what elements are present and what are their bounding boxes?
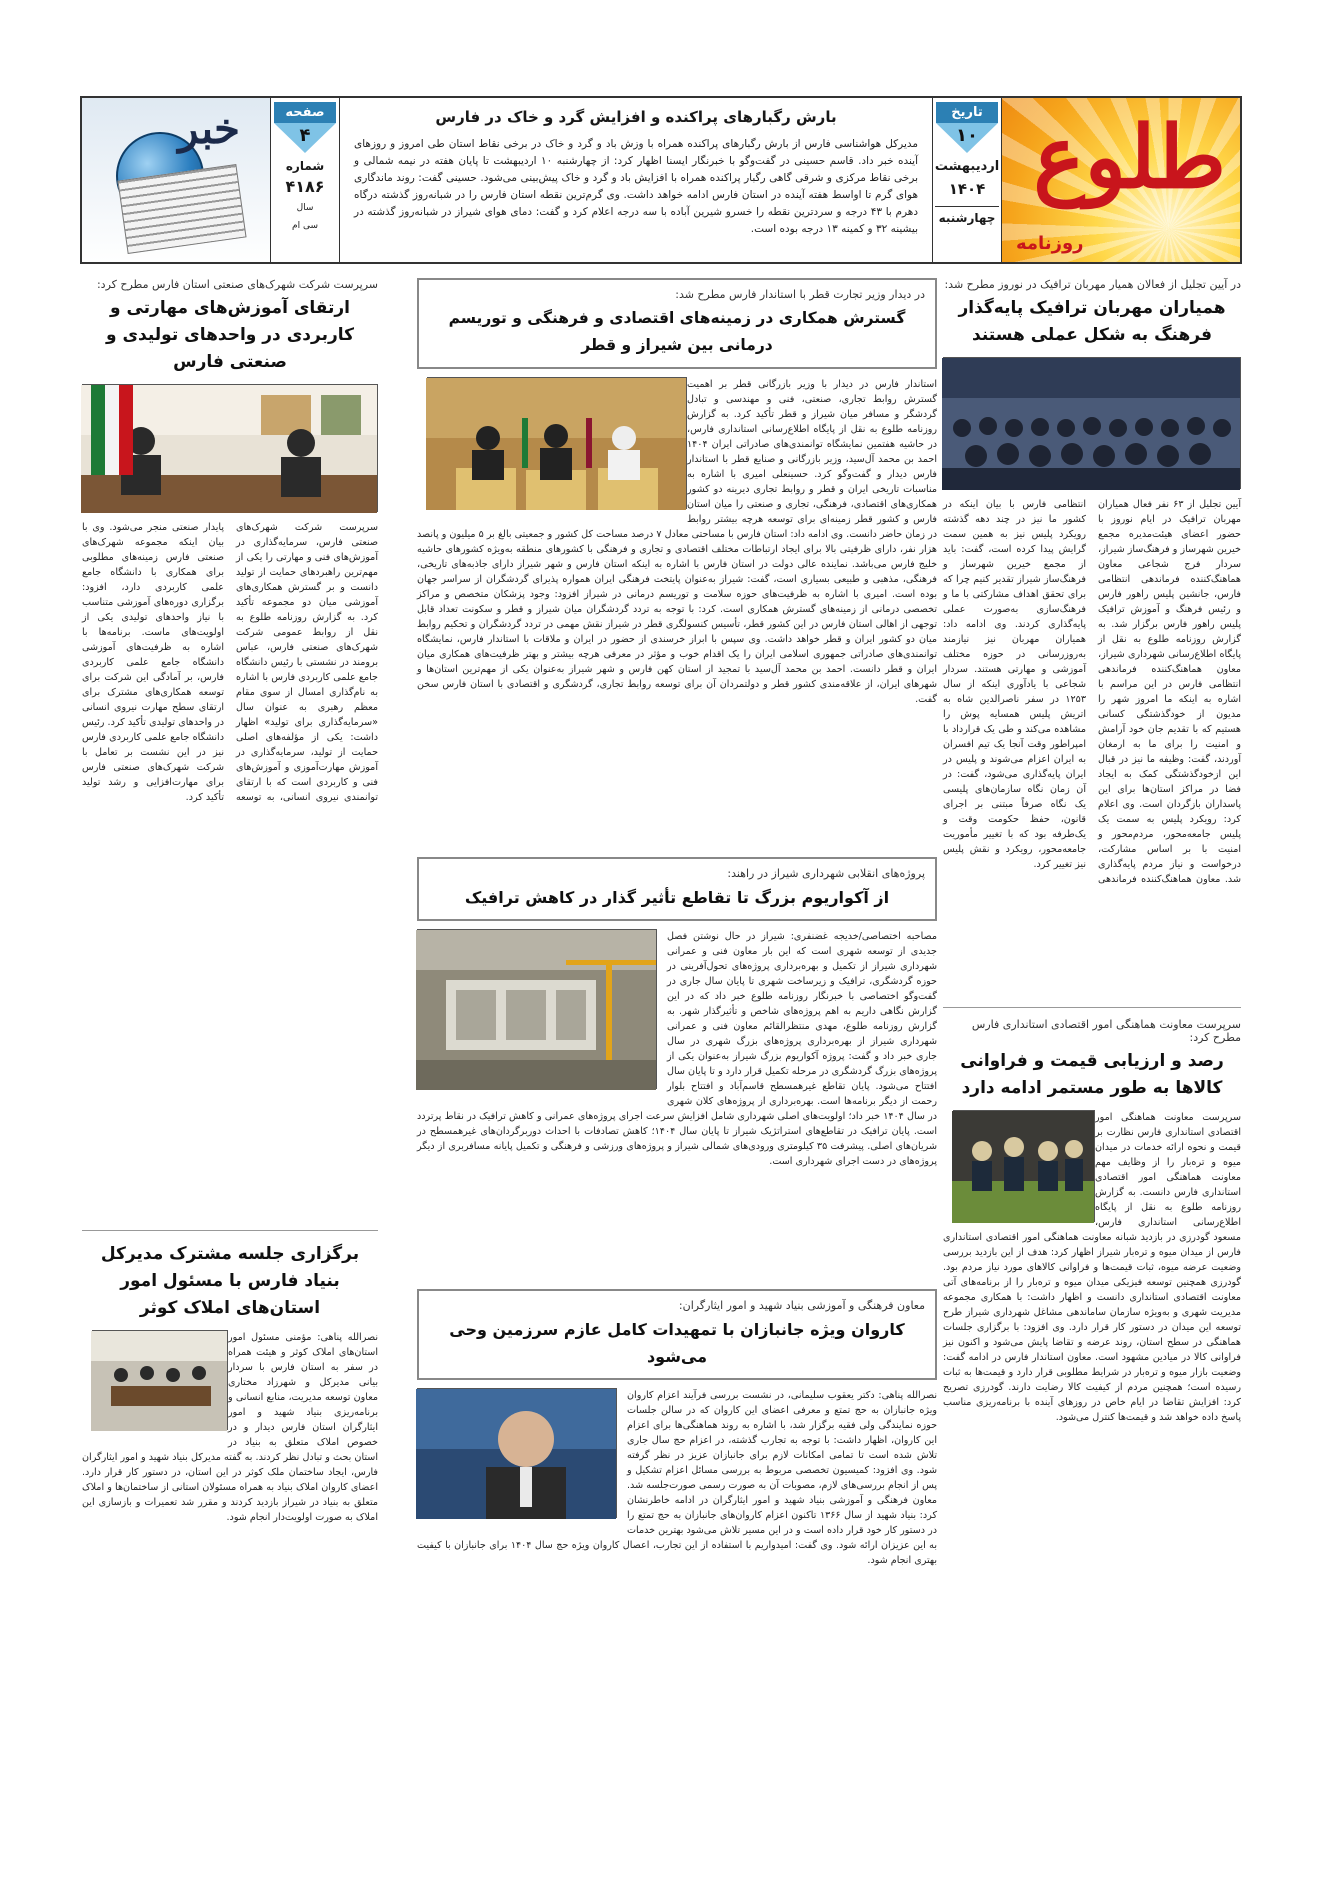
article-headline: کاروان ویژه جانبازان با تمهیدات کامل عازم سرزمین وحی می‌شود: [449, 1320, 905, 1366]
logo-wordmark: طلوع: [1033, 107, 1226, 208]
article-headline: از آکواریوم بزرگ تا تقاطع تأثیر گذار در کاهش ترافیک: [464, 888, 890, 907]
date-year: ۱۴۰۴: [948, 180, 986, 198]
article-photo: [82, 384, 378, 512]
audience-photo: [942, 358, 1240, 490]
meeting-photo: [426, 378, 686, 510]
article-body: مصاحبه اختصاصی/خدیجه غضنفری: شیراز در حال نوشتن فصل جدیدی از توسعه شهری است که این بار معاون فنی و عمرانی شهرداری شیراز از تکمیل و بهره‌برداری پروژه‌های تحول‌آفرینی در حوزه گردشگری، ترافیک و زیرساخت شهری تا پایان سال جاری در گفت‌وگو اختصاصی با خبرنگار روزنامه طلوع خبر داد که در این گزارش نگاهی داریم به اهم پروژه‌های شاخص و تأثیرگذار شهر. به گزارش روزنامه طلوع، مهدی منتظرالقائم معاون فنی و عمرانی شهرداری شیراز از بهره‌برداری پروژه‌های بزرگ شهری در سال جاری خبر داد و گفت: پروژه آکواریوم بزرگ شیراز به‌عنوان یکی از پروژه‌های بزرگ گردشگری در مرحله تکمیل قرار دارد و تا پایان سال افتتاح می‌شود. پایان تقاطع غیرهمسطح قاسم‌آباد و افتتاح بلوار رحمت از دیگر برنامه‌ها است. بهره‌برداری از پروژه‌های کلان شهری در سال ۱۴۰۴ خبر داد؛ اولویت‌های اصلی شهرداری شامل افزایش سرعت اجرای پروژه‌های عمرانی و کاهش ترافیک در نقاط پرتردد است. پایان ترافیک در تقاطع‌های استراتژیک شیراز تا پایان سال ۱۴۰۴؛ کاهش تصادفات با احداث دوربرگردان‌های غیرهمسطح در شریان‌های اصلی. پیشرفت ۳۵ کیلومتری ورودی‌های شمالی شیراز و پروژه‌های ورزشی و فرهنگی و تکمیل پایانه مسافربری از دیگر پروژه‌های در دست اجرای شهرداری است.: [417, 931, 937, 1167]
article-kicker: سرپرست معاونت هماهنگی امور اقتصادی استانداری فارس مطرح کرد:: [971, 1018, 1241, 1044]
year-label: سال: [296, 203, 314, 213]
article-photo: [417, 929, 657, 1089]
page-number-badge: [274, 123, 336, 153]
masthead-lead-article: [340, 98, 932, 262]
article-headline: گسترش همکاری در زمینه‌های اقتصادی و فرهنگی و توریسم درمانی بین شیراز و قطر: [448, 309, 906, 354]
article-photo: [92, 1330, 228, 1430]
article-kicker: معاون فرهنگی و آموزشی بنیاد شهید و امور ایثارگران:: [678, 1299, 925, 1312]
date-month: اردیبهشت: [934, 159, 1000, 174]
market-visit-photo: [952, 1111, 1094, 1223]
year-value: سی ام: [292, 221, 318, 231]
article-headline: همیاران مهربان ترافیک پایه‌گذار فرهنگ به شکل عملی هستند: [958, 298, 1226, 345]
article-headline: ارتقای آموزش‌های مهارتی و کاربردی در واحدهای تولیدی و صنعتی فارس: [105, 298, 355, 372]
article-body: نصرالله پناهی: مؤمنی مسئول امور استان‌های املاک کوثر و هیئت همراه در سفر به استان فارس با سردار بیانی مدیرکل و شهرزاد مختاری معاون توسعه مدیریت، منابع انسانی و برنامه‌ریزی بنیاد شهید و امور ایثارگران استان فارس دیدار و در خصوص املاک متعلق به بنیاد در استان بحث و تبادل نظر کردند. به گفته مدیرکل بنیاد شهید و امور ایثارگران فارس، ایجاد ساختمان ملک کوثر در این استان، در دستور کار قرار دارد. اعضای کاروان املاک بنیاد به همراه مسئولان استانی از ساختمان‌ها و املاک متعلق به بنیاد در شیراز بازدید کردند و مقرر شد تعمیرات و بازسازی این املاک به صورت اولویت‌دار انجام شود.: [82, 1332, 378, 1523]
article-kicker: در آیین تجلیل از فعالان همیار مهربان ترافیک در نوروز مطرح شد:: [944, 278, 1241, 291]
article-kicker: در دیدار وزیر تجارت قطر با استاندار فارس مطرح شد:: [675, 288, 925, 301]
page-label: صفحه: [274, 102, 336, 123]
issue-label: شماره: [285, 159, 325, 173]
newspaper-logo: [1002, 98, 1240, 262]
article-body: استاندار فارس در دیدار با وزیر بازرگانی قطر بر اهمیت گسترش روابط تجاری، صنعتی، فنی و مهندسی و تبادل گردشگر و مسافر میان شیراز و قطر تأکید کرد. به گزارش روزنامه طلوع به نقل از پایگاه اطلاع‌رسانی استانداری فارس، در حاشیه هفتمین نمایشگاه توانمندی‌های صادراتی ایران ۱۴۰۴ احمد بن محمد آل‌سید، وزیر بازرگانی و صنایع قطر با استاندار فارس دیدار و گفت‌وگو کرد. حسینعلی امیری با اشاره به مناسبات تاریخی ایران و قطر و روابط تجاری دیرینه دو کشور همکاری‌های اقتصادی، فرهنگی، تجاری و صنعتی را میان استان فارس و کشور قطر زمینه‌ای برای توسعه هرچه بیشتر روابط در زمان حاضر دانست. وی ادامه داد: استان فارس با مساحتی معادل ۷ درصد مساحت کل کشور و جمعیتی بالغ بر ۵ میلیون و پانصد هزار نفر، دارای ظرفیتی بالا برای ایجاد ارتباطات مختلف اقتصادی و تجاری و فرهنگی با کشورهای منطقه به‌ویژه کشورهای حاشیه خلیج فارس می‌باشد. نماینده عالی دولت در استان فارس با اشاره به اینکه استان فارس و شهر شیراز دارای جاذبه‌های تاریخی، فرهنگی، مذهبی و طبیعی بسیاری است، گفت: شیراز به‌عنوان پایتخت فرهنگی ایران همواره پذیرای گردشگران از سراسر جهان بوده است. امیری با اشاره به ظرفیت‌های حوزه سلامت و توریسم درمانی در شیراز افزود: وجود پزشکان متخصص و مراکز تخصصی درمانی از زمینه‌های گسترش همکاری است. کرد: با توجه به تردد گردشگران میان شیراز و قطر و سکونت تعداد قابل توجهی از اهالی استان فارس در این کشور قطر، تأسیس کنسولگری قطر در شیراز نقش مهمی در تردد گردشگران و تحکیم روابط میان دو کشور ایران و قطر خواهد داشت. وی سپس با ابراز خرسندی از حضور در ایران و ملاقات با استاندار فارس، نمایشگاه توانمندی‌های صادراتی جمهوری اسلامی ایران را یک اقدام خوب و مؤثر در معرفی هرچه بیشتر و بهتر ظرفیت‌های همکاری میان ایران و قطر دانست. احمد بن محمد آل‌سید با تمجید از استان کهن فارس و شهر شیراز به‌عنوان یکی از مهم‌ترین استان‌ها و شهرهای ایران، از علاقه‌مندی کشور قطر و دولتمردان آن برای توسعه روابط تجاری، گردشگری و اقتصادی با استان فارس سخن گفت.: [417, 379, 937, 705]
news-illustration: [82, 98, 270, 262]
date-column: [932, 98, 1002, 262]
newspaper-icon: [117, 164, 246, 254]
headline-box: [417, 857, 937, 921]
date-label: تاریخ: [936, 102, 998, 123]
lead-article-body: مدیرکل هواشناسی فارس از بارش رگبارهای پراکنده همراه با وزش باد و گرد و خاک در برخی نقاط استان طی امروز و روزهای آینده خبر داد. قاسم حسینی در گفت‌وگو با خبرنگار ایسنا اظهار کرد: از چهارشنبه ۱۰ اردیبهشت تا پایان هفته در نیمه شمالی و برخی نقاط مرکزی و شرقی گاهی رگبار پراکنده همراه با افزایش باد و گرد و خاک پیش‌بینی می‌شود. حسینی گفت: روند ماندگاری هوای گرم تا اواسط هفته آینده در استان فارس ادامه خواهد داشت. وی گرم‌ترین نقطه استان فارس را در شبانه‌روز گذشته درگاه دهرم با ۴۳ درجه و سردترین نقطه را خسرو شیرین آباده با سه درجه اعلام کرد و گفت: دمای هوای شیراز در شبانه‌روز گذشته در بیشینه ۳۲ و کمینه ۱۳ درجه بوده است.: [354, 138, 918, 235]
construction-site-photo: [416, 930, 656, 1090]
date-day-badge: [936, 123, 998, 153]
article-photo: [943, 357, 1241, 489]
article-body: سرپرست شرکت شهرک‌های صنعتی فارس، سرمایه‌گذاری در آموزش‌های فنی و مهارتی را یکی از مهم‌ترین راهبردهای حمایت از تولید دانست و بر گسترش همکاری‌های آموزشی میان دو مجموعه تأکید کرد. به گزارش روزنامه طلوع به نقل از روابط عمومی شرکت شهرک‌های صنعتی فارس، عباس برومند در نشستی با رئیس دانشگاه جامع علمی کاربردی فارس با اشاره به نام‌گذاری امسال از سوی مقام معظم رهبری به عنوان سال «سرمایه‌گذاری برای تولید» اظهار داشت: یکی از مؤلفه‌های اصلی حمایت از تولید، سرمایه‌گذاری در آموزش مهارت‌آموزی و آموزش‌های فنی و کاربردی است که با ارتقای توانمندی نیروی انسانی، به توسعه پایدار صنعتی منجر می‌شود. وی با بیان اینکه مجموعه شهرک‌های صنعتی فارس زمینه‌های مطلوبی برای همکاری با دانشگاه جامع علمی کاربردی دارد، افزود: برگزاری دوره‌های آموزشی متناسب با نیاز واحدهای تولیدی یکی از اولویت‌های ماست. برنامه‌ها با اشاره به ظرفیت‌های آموزشی دانشگاه جامع علمی کاربردی فارس، بر آمادگی این شرکت برای توسعه همکاری‌های مشترک برای ارتقای سطح مهارت نیروی انسانی در واحدهای تولیدی تأکید کرد. رئیس دانشگاه جامع علمی کاربردی فارس نیز در این نشست بر تعامل با شرکت شهرک‌های صنعتی فارس برای مهارت‌افزایی و رشد تولید تأکید کرد.: [82, 522, 378, 803]
logo-subtitle: روزنامه: [1016, 233, 1084, 254]
news-box-word: خبر: [178, 104, 240, 153]
article-photo: [953, 1110, 1095, 1222]
page-number: ۴: [299, 125, 311, 146]
issue-number: ۴۱۸۶: [285, 177, 325, 196]
left-column: [82, 278, 378, 1850]
date-day-number: ۱۰: [956, 125, 978, 146]
article-kicker: سرپرست شرکت شهرک‌های صنعتی استان فارس مطرح کرد:: [96, 278, 378, 291]
article-headline: برگزاری جلسه مشترک مدیرکل بنیاد فارس با مسئول امور استان‌های املاک کوثر: [100, 1244, 360, 1318]
article-body: نصرالله پناهی: دکتر یعقوب سلیمانی، در نشست بررسی فرآیند اعزام کاروان ویژه جانبازان به حج تمتع و معرفی اعضای این کاروان که در سالن جلسات حوزه نمایندگی ولی فقیه برگزار شد، با اشاره به روند هماهنگی‌ها برای اعزام این کاروان، اظهار داشت: با توجه به تجارب گذشته، در اعزام حج سال جاری تلاش شده است تا تمامی امکانات لازم برای جانبازان عزیز در نظر گرفته شود. وی افزود: کمیسیون تخصصی مربوط به بررسی مسائل اعزام تشکیل و پس از انجام بررسی‌های لازم، مصوبات آن به صورت رسمی صورت‌جلسه شد. معاون فرهنگی و آموزشی بنیاد شهید و امور ایثارگران در ادامه خاطرنشان کرد: بنیاد شهید از سال ۱۳۶۶ تاکنون اعزام کاروان‌های جانبازان به حج تمتع را در دستور کار خود قرار داده است و در این مسیر تلاش می‌شود بهترین خدمات به این عزیزان ارائه شود. وی گفت: امیدواریم با استفاده از این تجارب، اعصال کاروان ویژه حج سال ۱۴۰۴ برای جانبازان با کیفیت بهتری انجام شود.: [417, 1390, 938, 1566]
conference-room-photo: [91, 1331, 227, 1431]
headline-box: [417, 278, 937, 369]
right-column: [943, 278, 1241, 1850]
headline-box: [417, 1289, 937, 1380]
column-divider: [943, 1007, 1241, 1008]
article-photo: [427, 377, 687, 509]
article-photo: [417, 1388, 617, 1518]
page-column: [270, 98, 340, 262]
office-meeting-photo: [81, 385, 377, 513]
article-kicker: پروژه‌های انقلابی شهرداری شیراز در راهند:: [727, 867, 925, 880]
date-weekday: چهارشنبه: [935, 206, 999, 225]
middle-column: [417, 278, 937, 1850]
lead-article-title: بارش رگبارهای پراکنده و افزایش گرد و خاک در فارس: [435, 108, 837, 126]
article-body: آیین تجلیل از ۶۳ نفر فعال همیاران مهربان ترافیک در ایام نوروز با حضور اعضای هیئت‌مدیره مجمع خیرین شهرساز و فرهنگ‌ساز شیراز، سردار فرج شجاعی معاون هماهنگ‌کننده فرماندهی انتظامی فارس، جانشین پلیس راهور فارس و رئیس فرهنگ و آموزش ترافیک پلیس راهور فارس برگزار شد. به گزارش روزنامه طلوع به نقل از پایگاه اطلاع‌رسانی شهرداری شیراز، معاون هماهنگ‌کننده فرماندهی انتظامی فارس در این مراسم با اشاره به اینکه ما امروز شهر را مدیون از خودگذشتگی کسانی هستیم که با تقدیم جان خود آرامش و امنیت را برای ما به ارمغان آوردند، گفت: وظیفه ما نیز در قبال این ازخودگذشتگی کمک به ایجاد فضا در مراکز استان‌ها برای این پاسداران بازگردان است. وی اعلام کرد: رویکرد پلیس به سمت یک پلیس جامعه‌محور، مردم‌محور و امنیت با بر اساس مشارکت، درخواست و نیاز مردم پایه‌گذاری شد. معاون هماهنگ‌کننده فرماندهی انتظامی فارس با بیان اینکه در کشور ما نیز در چند دهه گذشته رویکرد پلیس نیز به همین سمت گرایش پیدا کرده است، گفت: باید از مجمع خیرین شهرساز و فرهنگ‌ساز شیراز تقدیر کنیم چرا که برای تحقق اهداف مشارکتی با ما و فرهنگ‌سازی به‌صورت عملی پایه‌گذاری کردند. وی ادامه داد: همیاران مهربان نیز نیازمند به‌روزرسانی در حوزه مختلف آموزشی و مهارتی هستند. سردار شجاعی با یادآوری اینکه از سال ۱۲۵۳ در سفر ناصرالدین شاه به اتریش پلیس همسایه پوش را مشاهده می‌کند و طی یک قرارداد با امپراطور وقت آنجا یک تیم افسران به ایران اعزام می‌شوند و پلیس در ایران پایه‌گذاری می‌شود، گفت: در آن زمان نگاه سازمان‌های پلیسی یک نگاه صرفاً مبتنی بر اجرای قانون، حفظ حکومت وقت و یک‌طرفه بود که با تغییر مأموریت جامعه‌محور، رویکرد و نقش پلیس نیز تغییر کرد.: [943, 499, 1241, 885]
official-portrait-photo: [416, 1389, 616, 1519]
article-headline: رصد و ارزیابی قیمت و فراوانی کالاها به طور مستمر ادامه دارد: [960, 1051, 1224, 1098]
article-body: سرپرست معاونت هماهنگی امور اقتصادی استانداری فارس نظارت بر قیمت و نحوه ارائه خدمات در میدان میوه و تره‌بار را از وظایف مهم معاونت هماهنگی امور اقتصادی استانداری فارس دانست. به گزارش روزنامه طلوع به نقل از پایگاه اطلاع‌رسانی استانداری فارس، مسعود گودرزی در بازدید شبانه معاونت هماهنگی امور اقتصادی استانداری فارس از میدان میوه و تره‌بار شیراز اظهار کرد: هدف از این بازدید بررسی وضعیت عرضه میوه، ثبات قیمت‌ها و فراوانی کالاهای مورد نیاز مردم بود. گودرزی همچنین توسعه فیزیکی میدان میوه و تره‌بار را از برنامه‌های آتی معاونت اقتصادی استانداری دانست و اظهار داشت: با همکاری مجموعه مدیریت شهری و به‌ویژه سازمان ساماندهی مشاغل شهرداری شیراز طرح توسعه این میدان در دستور کار قرار دارد. وی افزود: با برگزاری جلسات هماهنگی در سطح استان، روند عرضه و تقاضا پایش می‌شود و اکنون نیز فراوانی کالا در میادین مشهود است. معاون استاندار فارس در ادامه گفت: وضعیت بازار میوه و تره‌بار در شرایط مطلوبی قرار دارد و قیمت‌ها به ثبات رسیده است؛ همچنین مردم از کیفیت کالا رضایت دارند. گودرزی تصریح کرد: افزایش تقاضا در ایام خاص در روزهای آینده با برنامه‌ریزی مناسب پاسخ داده خواهد شد و قیمت‌ها کنترل می‌شود.: [943, 1112, 1241, 1423]
masthead: [80, 96, 1242, 264]
column-divider: [82, 1230, 378, 1231]
